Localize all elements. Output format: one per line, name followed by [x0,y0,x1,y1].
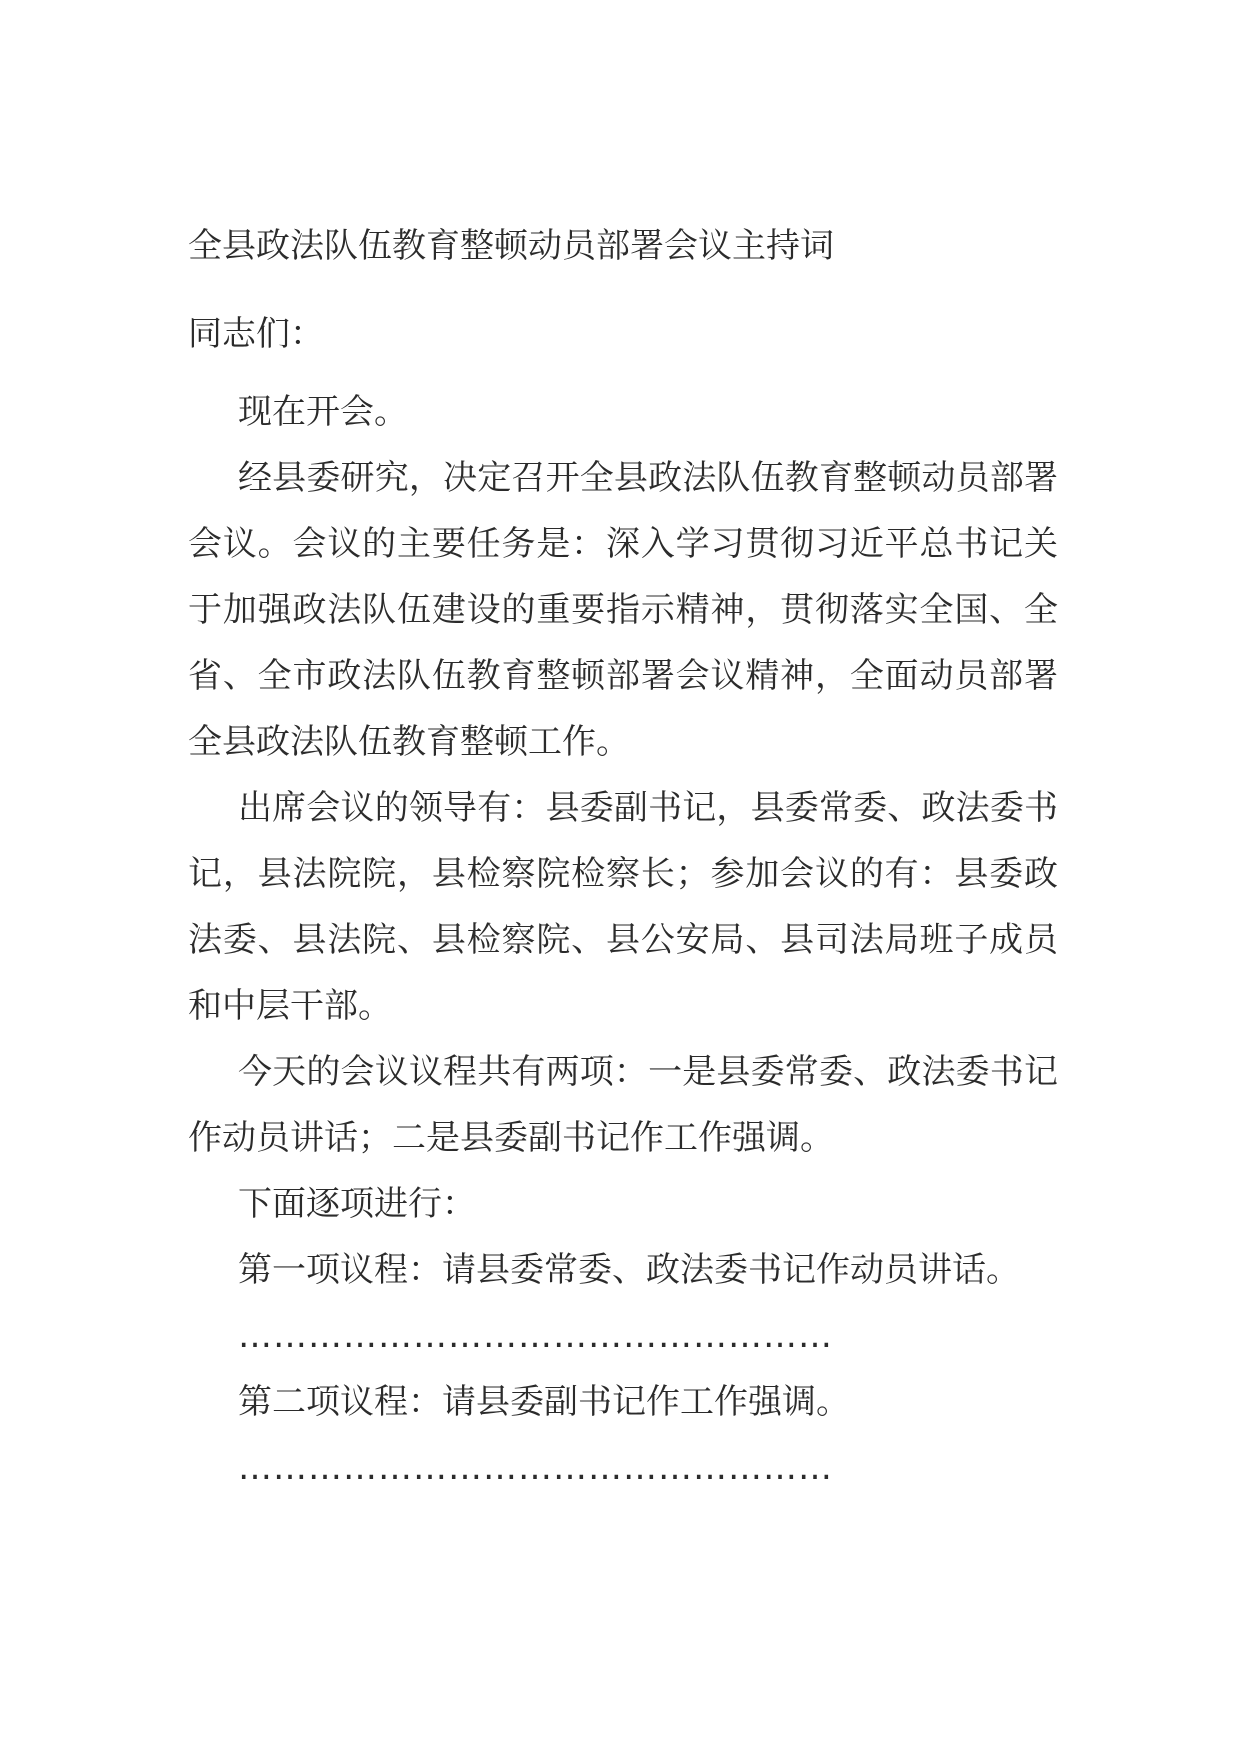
paragraph-attendees: 出席会议的领导有：县委副书记，县委常委、政法委书记，县法院院，县检察院检察长；参加会议的有：县委政法委、县法院、县检察院、县公安局、县司法局班子成员和中层干部。 [188,788,1058,1026]
paragraph-agenda: 今天的会议议程共有两项：一是县委常委、政法委书记作动员讲话；二是县委副书记作工作强调。 [188,1052,1058,1158]
ellipsis-placeholder-2: …………………………………………… [238,1448,833,1488]
salutation: 同志们： [188,314,324,354]
agenda-item-2: 第二项议程：请县委副书记作工作强调。 [238,1382,850,1422]
paragraph-opening: 现在开会。 [238,392,408,432]
paragraph-purpose: 经县委研究，决定召开全县政法队伍教育整顿动员部署会议。会议的主要任务是：深入学习贯彻习近平总书记关于加强政法队伍建设的重要指示精神，贯彻落实全国、全省、全市政法队伍教育整顿部署会议精神，全面动员部署全县政法队伍教育整顿工作。 [188,458,1058,762]
document-page [188,225,1058,1501]
ellipsis-placeholder-1: …………………………………………… [238,1316,833,1356]
document-title: 全县政法队伍教育整顿动员部署会议主持词 [188,226,834,266]
agenda-item-1: 第一项议程：请县委常委、政法委书记作动员讲话。 [238,1250,1020,1290]
paragraph-proceed: 下面逐项进行： [238,1184,476,1224]
